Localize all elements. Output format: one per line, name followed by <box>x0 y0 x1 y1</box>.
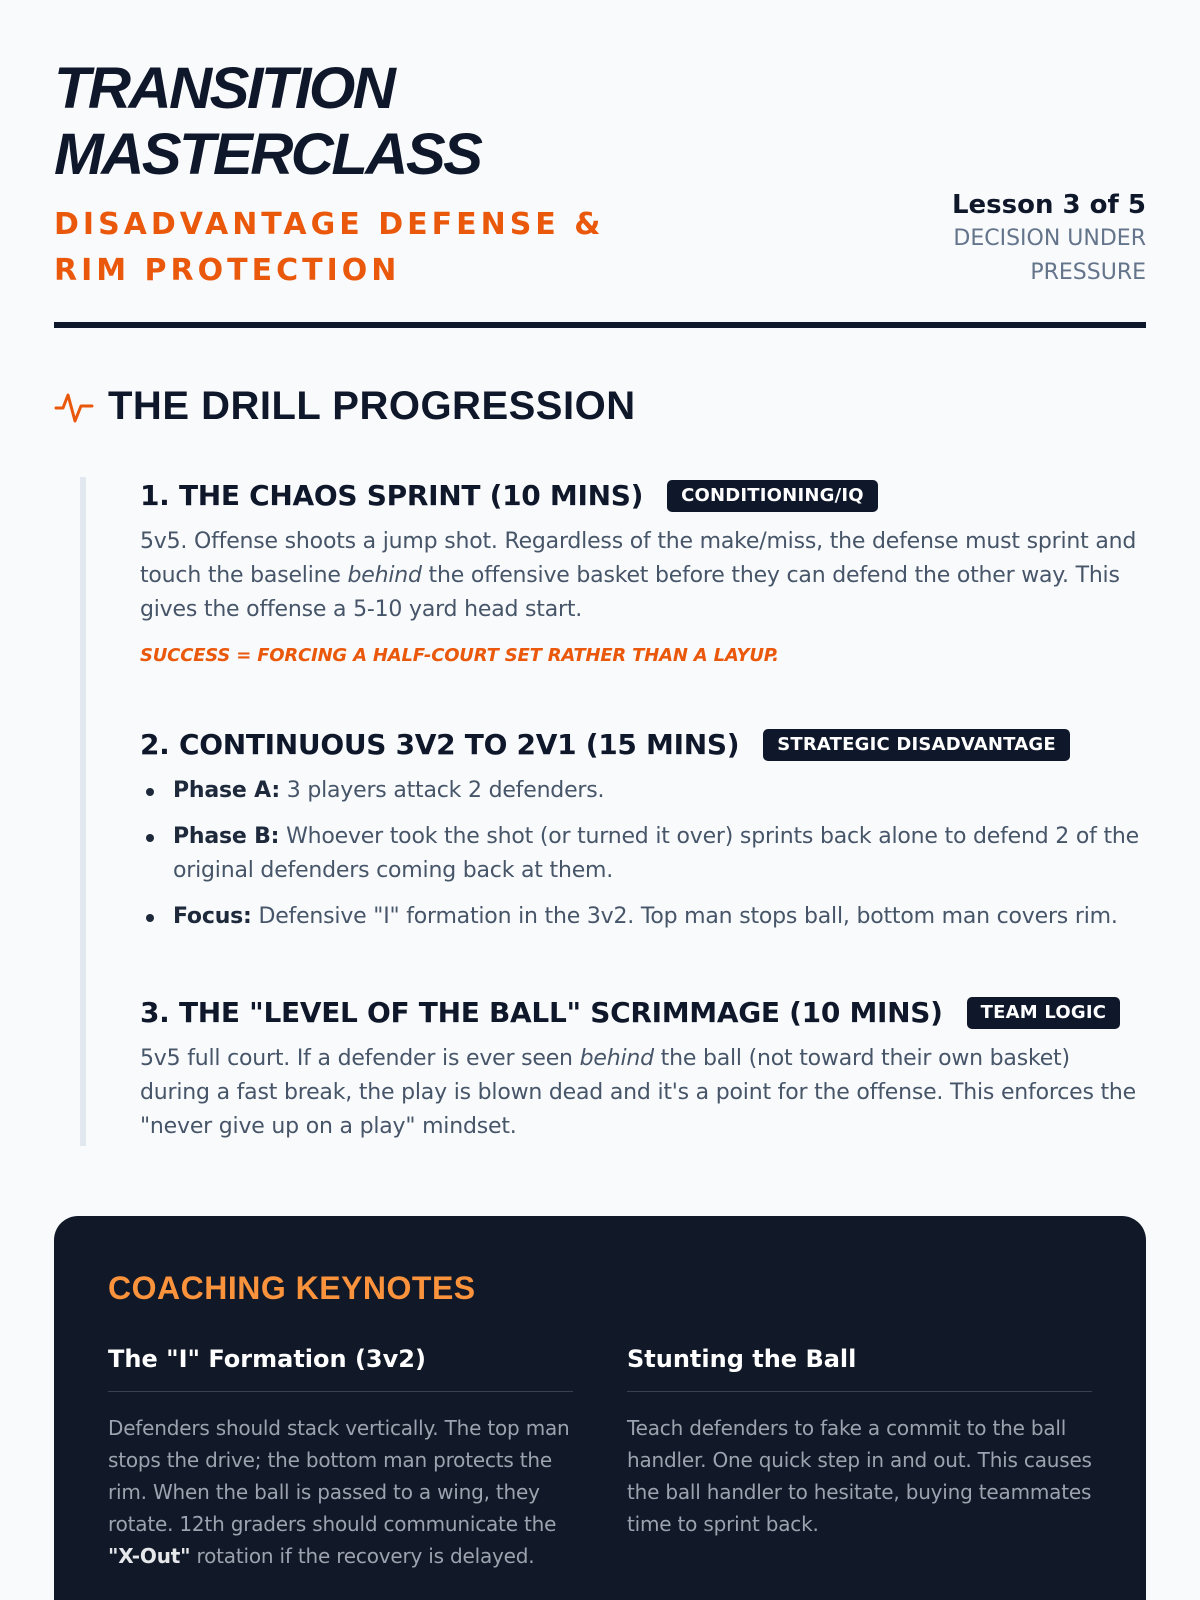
page-subtitle: DISADVANTAGE DEFENSE & RIM PROTECTION <box>54 207 605 288</box>
lesson-caption: DECISION UNDER PRESSURE <box>953 226 1146 285</box>
bullet-item <box>140 774 1146 808</box>
keynote-title: The "I" Formation (3v2) <box>108 1345 573 1392</box>
bullet-text: Defensive "I" formation in the 3v2. Top man stops ball, bottom man covers rim. <box>251 904 1118 929</box>
description-text: 5v5. Offense shoots a jump shot. Regardless of the make/miss, the defense must sprint and touch the baseline <box>140 529 1137 588</box>
drill-title: 1. THE CHAOS SPRINT (10 MINS) <box>140 479 644 512</box>
keynote-title: Stunting the Ball <box>627 1345 1092 1392</box>
section-title: THE DRILL PROGRESSION <box>108 384 636 428</box>
drill-item <box>140 726 1146 934</box>
description-emphasis: behind <box>579 1046 654 1071</box>
lesson-meta <box>936 188 1146 294</box>
bullet-label: Phase B: <box>173 824 280 849</box>
description-text: 5v5 full court. If a defender is ever seen <box>140 1046 580 1071</box>
keynote-text <box>627 1412 1092 1540</box>
bullet-item <box>140 820 1146 888</box>
drill-header <box>140 477 1146 515</box>
bullet-label: Focus: <box>173 904 252 929</box>
keynote-item <box>108 1345 573 1572</box>
drill-description <box>140 1042 1146 1144</box>
description-emphasis: behind <box>347 563 422 588</box>
drill-description <box>140 525 1146 627</box>
bullet-text: Whoever took the shot (or turned it over) sprints back alone to defend 2 of the original defenders coming back at them. <box>173 824 1139 883</box>
page-header <box>54 56 1146 328</box>
drill-bullets <box>140 774 1146 934</box>
keynotes-title: COACHING KEYNOTES <box>108 1270 476 1306</box>
section-heading <box>54 384 1146 429</box>
drill-tag: TEAM LOGIC <box>967 997 1121 1029</box>
description-text: the ball (not toward their own basket) during a fast break, the play is blown dead and it's a point for the offense. This enforces the "never give up on a play" mindset. <box>140 1046 1136 1139</box>
drill-tag: STRATEGIC DISADVANTAGE <box>763 729 1070 761</box>
keynote-strong: "X-Out" <box>108 1544 191 1568</box>
drill-header <box>140 726 1146 764</box>
drill-item <box>140 477 1146 666</box>
keynote-text <box>108 1412 573 1572</box>
lesson-number: Lesson 3 of 5 <box>951 190 1146 220</box>
keynote-text-part: Teach defenders to fake a commit to the ball handler. One quick step in and out. This causes the ball handler to hesitate, buying teammates time to sprint back. <box>627 1416 1092 1536</box>
bullet-text: 3 players attack 2 defenders. <box>279 778 605 803</box>
coaching-keynotes-panel <box>54 1216 1146 1600</box>
bullet-item <box>140 900 1146 934</box>
success-criteria: SUCCESS = FORCING A HALF-COURT SET RATHER THAN A LAYUP. <box>140 645 779 666</box>
pulse-icon <box>54 387 94 427</box>
keynote-text-part: rotation if the recovery is delayed. <box>190 1544 535 1568</box>
drill-item <box>140 994 1146 1144</box>
drill-title: 3. THE "LEVEL OF THE BALL" SCRIMMAGE (10 MINS) <box>140 996 943 1029</box>
drill-list <box>80 477 1146 1146</box>
description-text: the offensive basket before they can defend the other way. This gives the offense a 5-10 yard head start. <box>140 563 1120 622</box>
keynote-item <box>627 1345 1092 1572</box>
drill-header <box>140 994 1146 1032</box>
drill-tag: CONDITIONING/IQ <box>667 480 878 512</box>
keynote-text-part: Defenders should stack vertically. The top man stops the drive; the bottom man protects the rim. When the ball is passed to a wing, they rotate. 12th graders should communicate the <box>108 1416 570 1536</box>
title-block <box>54 56 694 294</box>
keynote-columns <box>108 1345 1092 1572</box>
bullet-label: Phase A: <box>173 778 280 803</box>
page-title: TRANSITION MASTERCLASS <box>54 56 481 187</box>
drill-title: 2. CONTINUOUS 3V2 TO 2V1 (15 MINS) <box>140 728 740 761</box>
